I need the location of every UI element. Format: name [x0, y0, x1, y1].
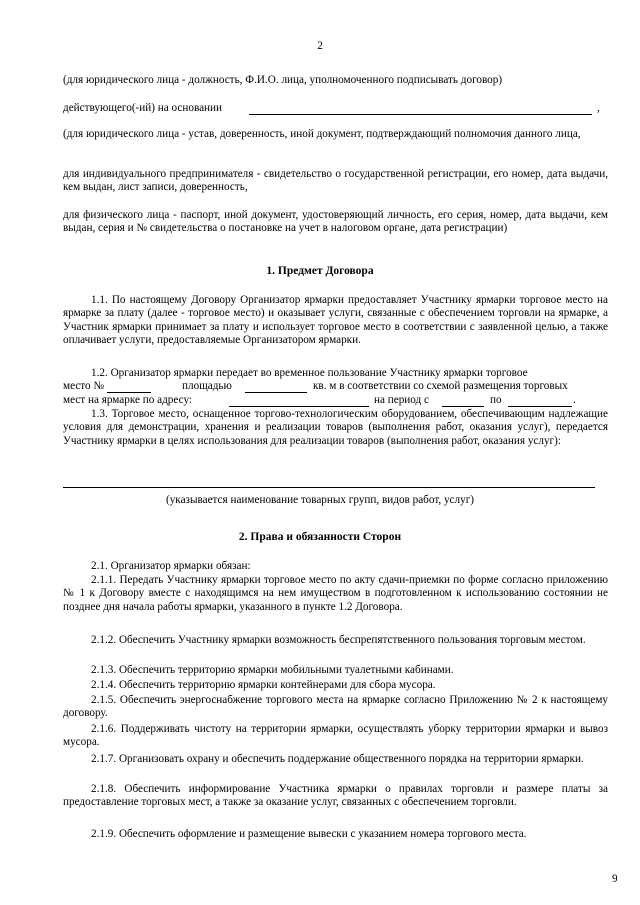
clause-1-2-line-1: 1.2. Организатор ярмарки передает во временное пользование Участнику ярмарки торговое: [91, 367, 528, 379]
clause-1-2-area-text: кв. м в соответствии со схемой размещения торговых: [313, 380, 568, 392]
header-para-legal-entity: (для юридического лица - устав, доверенность, иной документ, подтверждающий полномочия данного лица,: [63, 128, 581, 140]
clause-2-1-5: 2.1.5. Обеспечить энергоснабжение торгового места на ярмарке согласно Приложению № 2 к настоящему договору.: [63, 694, 608, 720]
clause-2-1-9: 2.1.9. Обеспечить оформление и размещение вывески с указанием номера торгового места.: [91, 828, 527, 840]
goods-caption: (указывается наименование товарных групп, видов работ, услуг): [165, 494, 475, 506]
header-line-2-label: действующего(-ий) на основании: [63, 102, 223, 114]
clause-1-2-period-from: на период с: [374, 394, 430, 406]
page-number-bottom: 9: [612, 873, 618, 885]
period-to-blank: [508, 406, 572, 407]
clause-2-1-1: 2.1.1. Передать Участнику ярмарки торговое место по акту сдачи-приемки по форме согласно приложению № 1 к Договору вместе с находящимся на нем имуществом в подготовленном к использованию состоянии не позднее дня начала работы ярмарки, указанного в пункте 1.2 Договора.: [63, 574, 608, 613]
address-blank: [229, 406, 369, 407]
header-line-2-end: ,: [597, 102, 600, 114]
clause-2-1-8: 2.1.8. Обеспечить информирование Участника ярмарки о правилах торговли и размере платы за предоставление торговых мест, а также за оказание услуг, связанных с обеспечением торговли.: [63, 783, 608, 809]
clause-2-1-2: 2.1.2. Обеспечить Участнику ярмарки возможность беспрепятственного пользования торговым местом.: [91, 634, 586, 646]
header-para-individual-entrepreneur: для индивидуального предпринимателя - свидетельство о государственной регистрации, его номер, дата выдачи, кем выдан, лист записи, доверенность,: [63, 168, 608, 194]
clause-1-2-address-label: мест на ярмарке по адресу:: [63, 394, 193, 406]
clause-2-1-6: 2.1.6. Поддерживать чистоту на территории ярмарки, осуществлять уборку территории ярмарки и вывоз мусора.: [63, 723, 608, 749]
clause-2-1-3: 2.1.3. Обеспечить территорию ярмарки мобильными туалетными кабинами.: [91, 664, 454, 676]
clause-2-1-7: 2.1.7. Организовать охрану и обеспечить поддержание общественного порядка на территории ярмарки.: [91, 753, 584, 765]
basis-blank-line: [249, 114, 592, 115]
clause-2-1-4: 2.1.4. Обеспечить территорию ярмарки контейнерами для сбора мусора.: [91, 679, 436, 691]
clause-1-2-place-label: место №: [63, 380, 105, 392]
place-number-blank: [107, 392, 151, 393]
clause-2-1: 2.1. Организатор ярмарки обязан:: [91, 560, 251, 572]
clause-1-2-area-label: площадью: [182, 380, 232, 392]
clause-1-3: 1.3. Торговое место, оснащенное торгово-технологическим оборудованием, обеспечивающим надлежащие условия для демонстрации, хранения и реализации товаров (выполнения работ, оказания услуг), передается Участнику ярмарки в целях использования для реализации товаров (выполнения работ, оказания услуг):: [63, 408, 608, 447]
clause-1-2-end-dot: .: [573, 394, 576, 406]
header-line-1: (для юридического лица - должность, Ф.И.О. лица, уполномоченного подписывать договор): [63, 74, 503, 86]
header-para-natural-person: для физического лица - паспорт, иной документ, удостоверяющий личность, его серия, номер, дата выдачи, кем выдан, серия и № свидетельства о постановке на учет в налоговом органе, дата регистрации): [63, 209, 608, 235]
area-blank: [245, 392, 307, 393]
goods-blank-line: [63, 487, 595, 488]
clause-1-2-period-to: по: [490, 394, 502, 406]
section-2-title: 2. Права и обязанности Сторон: [238, 531, 402, 543]
section-1-title: 1. Предмет Договора: [266, 265, 374, 277]
page-number-top: 2: [317, 40, 323, 52]
period-from-blank: [442, 406, 484, 407]
clause-1-1: 1.1. По настоящему Договору Организатор ярмарки предоставляет Участнику ярмарки торговое место на ярмарке за плату (далее - торговое место) и оказывает услуги, связанные с обеспечением торговли на ярмарке, а Участник ярмарки принимает за плату и использует торговое место в соответствии с заявленной целью, а также оплачивает услуги, предоставляемые Организатором ярмарки.: [63, 294, 608, 347]
